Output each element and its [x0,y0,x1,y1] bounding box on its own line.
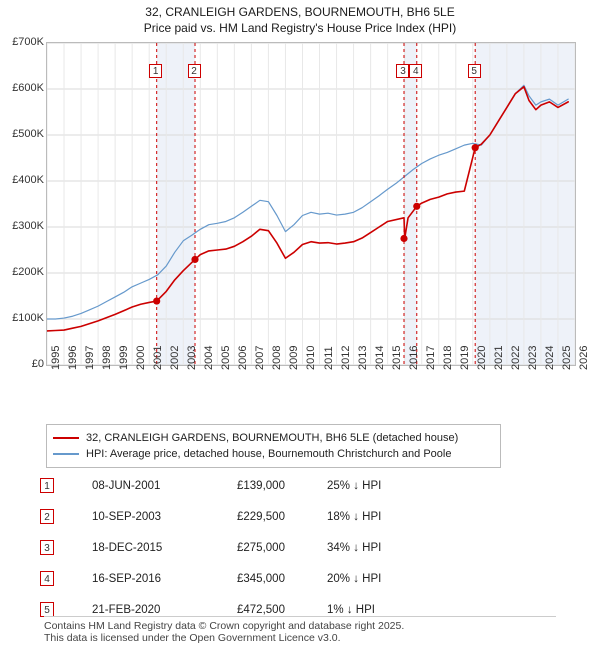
x-tick-label: 1999 [118,345,131,370]
x-tick-label: 2014 [373,345,386,370]
row-price: £275,000 [237,541,285,554]
row-price: £472,500 [237,603,285,616]
row-price: £345,000 [237,572,285,585]
legend-swatch-series2 [53,453,79,455]
x-tick-label: 2020 [475,345,488,370]
row-hpi-delta: 25% ↓ HPI [327,479,382,492]
chart-event-marker-2: 2 [188,64,201,78]
row-index-badge: 3 [40,540,54,555]
x-tick-label: 1998 [101,345,114,370]
x-tick-label: 1997 [84,345,97,370]
page-title [0,4,600,36]
x-tick-label: 2013 [356,345,369,370]
x-tick-label: 2023 [526,345,539,370]
y-tick-label: £200K [12,266,44,278]
row-hpi-delta: 20% ↓ HPI [327,572,382,585]
row-index-badge: 5 [40,602,54,617]
x-tick-label: 2019 [458,345,471,370]
x-tick-label: 2003 [186,345,199,370]
chart-svg [47,43,575,365]
x-tick-label: 1995 [50,345,62,370]
table-row [40,470,560,501]
row-hpi-delta: 1% ↓ HPI [327,603,375,616]
x-tick-label: 1996 [67,345,80,370]
x-tick-label: 2008 [271,345,284,370]
chart-event-marker-4: 4 [409,64,422,78]
footer-divider [44,616,556,617]
x-tick-label: 2002 [169,345,182,370]
footer [44,620,584,644]
legend-label-series1: 32, CRANLEIGH GARDENS, BOURNEMOUTH, BH6 5LE (detached house) [86,432,459,444]
row-index-badge: 1 [40,478,54,493]
row-index-badge: 4 [40,571,54,586]
row-date: 16-SEP-2016 [92,572,162,585]
footer-line-1: Contains HM Land Registry data © Crown copyright and database right 2025. [44,620,405,632]
title-line-2: Price paid vs. HM Land Registry's House Price Index (HPI) [143,21,457,35]
x-tick-label: 2011 [322,346,335,370]
title-line-1: 32, CRANLEIGH GARDENS, BOURNEMOUTH, BH6 5LE [145,5,455,19]
x-tick-label: 2010 [305,345,318,370]
chart-legend [46,424,501,468]
x-tick-label: 2006 [237,345,250,370]
y-tick-label: £500K [12,128,44,140]
x-tick-label: 2015 [390,345,403,370]
x-tick-label: 2004 [203,345,216,370]
row-date: 08-JUN-2001 [92,479,161,492]
table-row [40,501,560,532]
row-price: £139,000 [237,479,285,492]
price-chart-plot [46,42,576,366]
row-index-badge: 2 [40,509,54,524]
x-tick-label: 2025 [560,345,573,370]
x-tick-label: 2017 [424,345,437,370]
chart-event-marker-1: 1 [149,64,162,78]
y-tick-label: £300K [12,220,44,232]
legend-row-series1 [53,430,494,446]
y-tick-label: £600K [12,82,44,94]
row-date: 18-DEC-2015 [92,541,163,554]
y-tick-label: £700K [12,36,44,48]
row-price: £229,500 [237,510,285,523]
x-tick-label: 2009 [288,345,301,370]
x-tick-label: 2018 [441,345,454,370]
transactions-table [40,470,560,625]
x-tick-label: 2021 [492,345,505,370]
y-tick-label: £100K [12,312,44,324]
legend-row-series2 [53,446,494,462]
row-hpi-delta: 34% ↓ HPI [327,541,382,554]
row-date: 10-SEP-2003 [92,510,162,523]
x-tick-label: 2001 [152,345,165,370]
x-tick-label: 2016 [407,345,420,370]
legend-swatch-series1 [53,437,79,439]
table-row [40,532,560,563]
chart-event-marker-3: 3 [396,64,409,78]
table-row [40,563,560,594]
x-tick-label: 2000 [135,345,148,370]
x-tick-label: 2007 [254,345,267,370]
x-tick-label: 2026 [578,345,590,370]
legend-label-series2: HPI: Average price, detached house, Bournemouth Christchurch and Poole [86,448,452,460]
y-tick-label: £0 [31,358,44,370]
footer-line-2: This data is licensed under the Open Government Licence v3.0. [44,632,341,644]
x-tick-label: 2012 [339,345,352,370]
y-tick-label: £400K [12,174,44,186]
x-tick-label: 2005 [220,345,233,370]
row-hpi-delta: 18% ↓ HPI [327,510,382,523]
x-tick-label: 2024 [543,345,556,370]
chart-event-marker-5: 5 [468,64,481,78]
x-tick-label: 2022 [509,345,522,370]
row-date: 21-FEB-2020 [92,603,161,616]
